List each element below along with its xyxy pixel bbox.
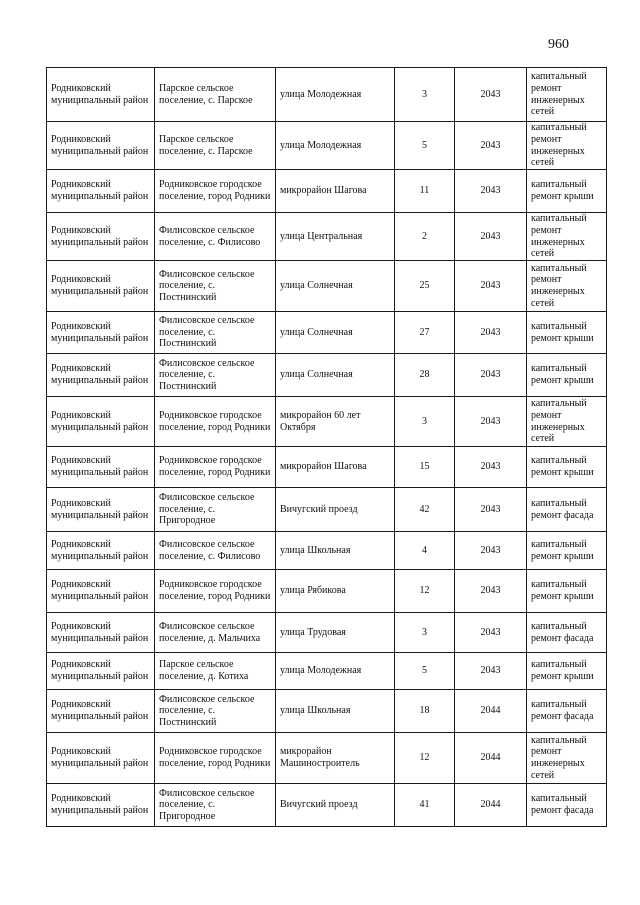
settlement-cell: Родниковское городское поселение, город Родники xyxy=(155,570,276,613)
year-cell: 2044 xyxy=(455,690,527,733)
table-row xyxy=(47,447,607,488)
settlement-cell: Филисовское сельское поселение, с. Постнинский xyxy=(155,312,276,354)
street-cell: Вичугский проезд xyxy=(276,488,395,532)
street-cell: улица Центральная xyxy=(276,213,395,261)
work-type-cell: капитальный ремонт крыши xyxy=(527,532,607,570)
settlement-cell: Филисовское сельское поселение, с. Филисово xyxy=(155,532,276,570)
table-row xyxy=(47,261,607,312)
settlement-cell: Парское сельское поселение, с. Парское xyxy=(155,122,276,170)
house-number-cell: 3 xyxy=(395,397,455,447)
table-row xyxy=(47,122,607,170)
year-cell: 2043 xyxy=(455,613,527,653)
street-cell: микрорайон 60 лет Октября xyxy=(276,397,395,447)
street-cell: улица Школьная xyxy=(276,690,395,733)
work-type-cell: капитальный ремонт крыши xyxy=(527,653,607,690)
street-cell: улица Солнечная xyxy=(276,354,395,397)
table-row xyxy=(47,690,607,733)
house-number-cell: 4 xyxy=(395,532,455,570)
district-cell: Родниковский муниципальный район xyxy=(47,532,155,570)
settlement-cell: Родниковское городское поселение, город Родники xyxy=(155,170,276,213)
housing-repair-table xyxy=(46,67,607,827)
table-row xyxy=(47,570,607,613)
house-number-cell: 5 xyxy=(395,122,455,170)
work-type-cell: капитальный ремонт фасада xyxy=(527,613,607,653)
year-cell: 2043 xyxy=(455,68,527,122)
house-number-cell: 41 xyxy=(395,784,455,827)
district-cell: Родниковский муниципальный район xyxy=(47,397,155,447)
settlement-cell: Родниковское городское поселение, город Родники xyxy=(155,733,276,784)
settlement-cell: Филисовское сельское поселение, с. Постнинский xyxy=(155,690,276,733)
district-cell: Родниковский муниципальный район xyxy=(47,312,155,354)
settlement-cell: Филисовское сельское поселение, д. Мальчиха xyxy=(155,613,276,653)
work-type-cell: капитальный ремонт фасада xyxy=(527,488,607,532)
work-type-cell: капитальный ремонт крыши xyxy=(527,447,607,488)
year-cell: 2043 xyxy=(455,122,527,170)
table-row xyxy=(47,397,607,447)
street-cell: микрорайон Шагова xyxy=(276,447,395,488)
year-cell: 2043 xyxy=(455,354,527,397)
house-number-cell: 5 xyxy=(395,653,455,690)
year-cell: 2043 xyxy=(455,312,527,354)
district-cell: Родниковский муниципальный район xyxy=(47,653,155,690)
work-type-cell: капитальный ремонт инженерных сетей xyxy=(527,68,607,122)
district-cell: Родниковский муниципальный район xyxy=(47,784,155,827)
district-cell: Родниковский муниципальный район xyxy=(47,447,155,488)
table-row xyxy=(47,613,607,653)
house-number-cell: 25 xyxy=(395,261,455,312)
table-row xyxy=(47,312,607,354)
house-number-cell: 28 xyxy=(395,354,455,397)
district-cell: Родниковский муниципальный район xyxy=(47,613,155,653)
settlement-cell: Парское сельское поселение, д. Котиха xyxy=(155,653,276,690)
settlement-cell: Филисовское сельское поселение, с. Пригородное xyxy=(155,784,276,827)
house-number-cell: 3 xyxy=(395,68,455,122)
page-number: 960 xyxy=(548,37,569,52)
house-number-cell: 2 xyxy=(395,213,455,261)
house-number-cell: 12 xyxy=(395,570,455,613)
district-cell: Родниковский муниципальный район xyxy=(47,68,155,122)
district-cell: Родниковский муниципальный район xyxy=(47,170,155,213)
street-cell: микрорайон Шагова xyxy=(276,170,395,213)
district-cell: Родниковский муниципальный район xyxy=(47,213,155,261)
work-type-cell: капитальный ремонт крыши xyxy=(527,354,607,397)
house-number-cell: 18 xyxy=(395,690,455,733)
table-row xyxy=(47,532,607,570)
year-cell: 2043 xyxy=(455,447,527,488)
year-cell: 2043 xyxy=(455,261,527,312)
house-number-cell: 15 xyxy=(395,447,455,488)
house-number-cell: 42 xyxy=(395,488,455,532)
settlement-cell: Филисовское сельское поселение, с. Пригородное xyxy=(155,488,276,532)
table-row xyxy=(47,68,607,122)
table-row xyxy=(47,170,607,213)
house-number-cell: 27 xyxy=(395,312,455,354)
table-row xyxy=(47,653,607,690)
table-row xyxy=(47,733,607,784)
settlement-cell: Парское сельское поселение, с. Парское xyxy=(155,68,276,122)
year-cell: 2044 xyxy=(455,733,527,784)
street-cell: микрорайон Машиностроитель xyxy=(276,733,395,784)
house-number-cell: 12 xyxy=(395,733,455,784)
district-cell: Родниковский муниципальный район xyxy=(47,122,155,170)
district-cell: Родниковский муниципальный район xyxy=(47,690,155,733)
street-cell: улица Молодежная xyxy=(276,122,395,170)
work-type-cell: капитальный ремонт инженерных сетей xyxy=(527,261,607,312)
year-cell: 2043 xyxy=(455,397,527,447)
district-cell: Родниковский муниципальный район xyxy=(47,733,155,784)
street-cell: улица Солнечная xyxy=(276,312,395,354)
work-type-cell: капитальный ремонт крыши xyxy=(527,570,607,613)
work-type-cell: капитальный ремонт инженерных сетей xyxy=(527,733,607,784)
district-cell: Родниковский муниципальный район xyxy=(47,261,155,312)
district-cell: Родниковский муниципальный район xyxy=(47,354,155,397)
year-cell: 2043 xyxy=(455,488,527,532)
district-cell: Родниковский муниципальный район xyxy=(47,488,155,532)
street-cell: улица Молодежная xyxy=(276,68,395,122)
work-type-cell: капитальный ремонт инженерных сетей xyxy=(527,213,607,261)
work-type-cell: капитальный ремонт инженерных сетей xyxy=(527,122,607,170)
street-cell: улица Рябикова xyxy=(276,570,395,613)
settlement-cell: Филисовское сельское поселение, с. Постнинский xyxy=(155,354,276,397)
settlement-cell: Родниковское городское поселение, город Родники xyxy=(155,447,276,488)
settlement-cell: Филисовское сельское поселение, с. Постнинский xyxy=(155,261,276,312)
work-type-cell: капитальный ремонт фасада xyxy=(527,690,607,733)
year-cell: 2043 xyxy=(455,213,527,261)
settlement-cell: Родниковское городское поселение, город Родники xyxy=(155,397,276,447)
work-type-cell: капитальный ремонт фасада xyxy=(527,784,607,827)
year-cell: 2043 xyxy=(455,532,527,570)
street-cell: Вичугский проезд xyxy=(276,784,395,827)
year-cell: 2043 xyxy=(455,170,527,213)
work-type-cell: капитальный ремонт крыши xyxy=(527,170,607,213)
work-type-cell: капитальный ремонт инженерных сетей xyxy=(527,397,607,447)
house-number-cell: 11 xyxy=(395,170,455,213)
table-row xyxy=(47,488,607,532)
settlement-cell: Филисовское сельское поселение, с. Филисово xyxy=(155,213,276,261)
district-cell: Родниковский муниципальный район xyxy=(47,570,155,613)
table-row xyxy=(47,354,607,397)
street-cell: улица Солнечная xyxy=(276,261,395,312)
year-cell: 2043 xyxy=(455,653,527,690)
table-row xyxy=(47,784,607,827)
street-cell: улица Молодежная xyxy=(276,653,395,690)
table-row xyxy=(47,213,607,261)
street-cell: улица Трудовая xyxy=(276,613,395,653)
house-number-cell: 3 xyxy=(395,613,455,653)
year-cell: 2044 xyxy=(455,784,527,827)
year-cell: 2043 xyxy=(455,570,527,613)
street-cell: улица Школьная xyxy=(276,532,395,570)
work-type-cell: капитальный ремонт крыши xyxy=(527,312,607,354)
